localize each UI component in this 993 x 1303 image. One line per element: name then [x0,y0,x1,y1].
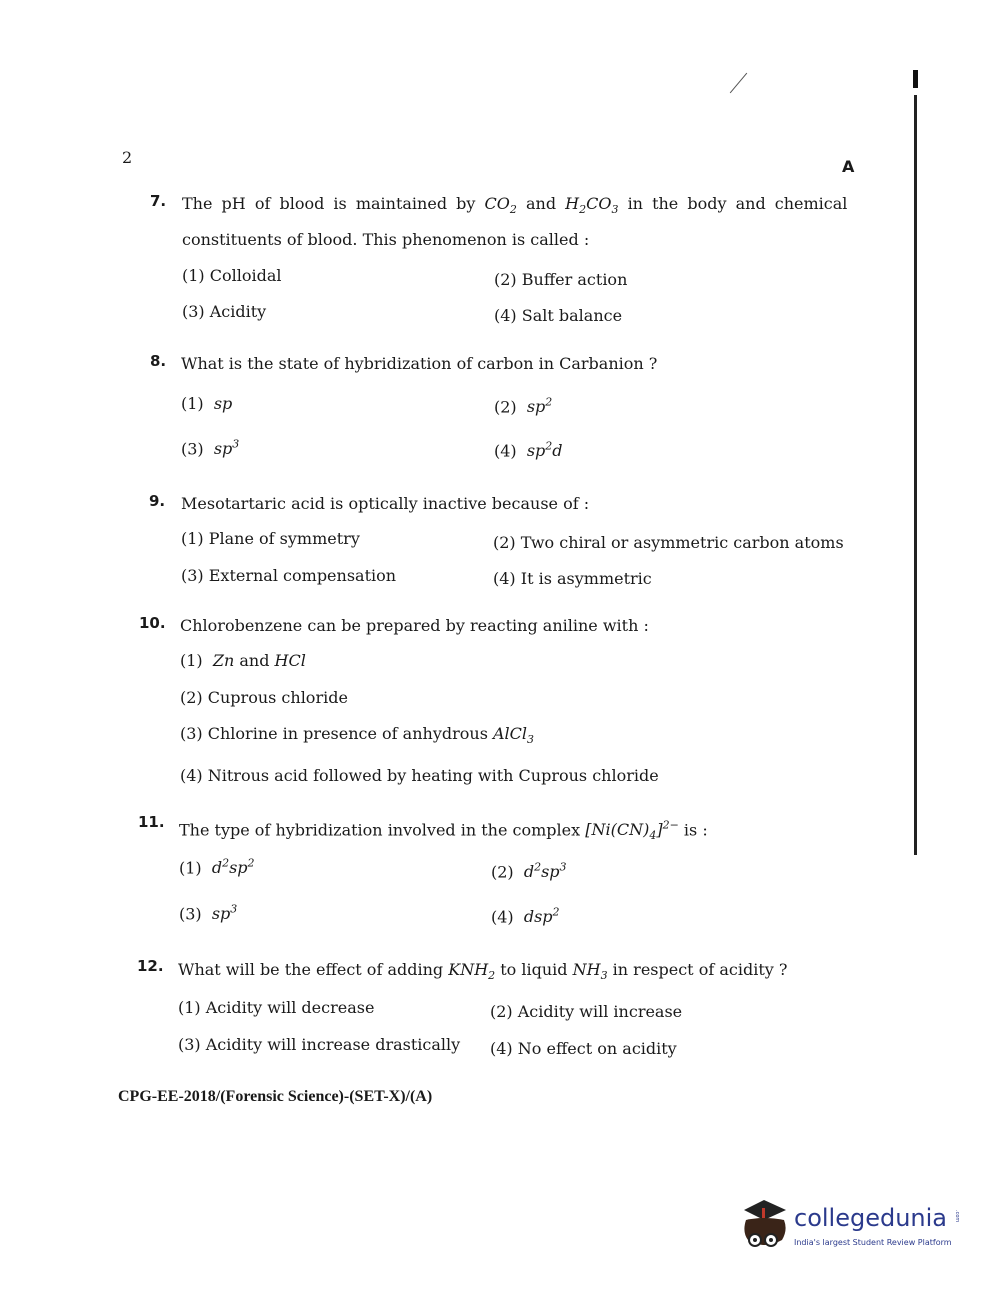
question-text: The type of hybridization involved in the complex $[Ni(CN)_4]^{2-}$ is : [179,819,708,843]
option-1: (1) sp [181,394,233,413]
question-number: 12. [137,957,164,975]
option-2: (2) $sp^2$ [494,396,553,417]
logo-tagline: India's largest Student Review Platform [794,1238,952,1247]
page-number: 2 [122,148,133,167]
option-2: (2) $d^2sp^3$ [491,861,567,882]
option-4: (4) Salt balance [494,306,623,325]
option-1: (1) Acidity will decrease [178,998,375,1017]
question-text-line2: constituents of blood. This phenomenon is called : [182,230,590,249]
scan-edge-mark [913,70,918,88]
mascot-icon [738,1196,792,1256]
paper-code-footer: CPG-EE-2018/(Forensic Science)-(SET-X)/(A) [118,1088,433,1105]
question-number: 10. [139,614,166,632]
option-4: (4) No effect on acidity [490,1039,677,1058]
option-4: (4) Nitrous acid followed by heating with Cuprous chloride [180,766,659,785]
option-2: (2) Two chiral or asymmetric carbon atoms [493,533,844,552]
option-1: (1) Plane of symmetry [181,529,360,548]
option-2: (2) Acidity will increase [490,1002,683,1021]
option-3: (3) External compensation [181,566,397,585]
collegedunia-logo [738,1196,968,1260]
pen-mark [730,73,747,94]
set-label: A [842,157,855,176]
option-3: (3) $sp^3$ [181,438,240,459]
question-text: What will be the effect of adding $KNH_2$ to liquid $NH_3$ in respect of acidity ? [178,960,788,983]
option-4: (4) It is asymmetric [493,569,652,588]
scan-edge-line [914,95,917,855]
question-text: The pH of blood is maintained by $CO_2$ and $H_2CO_3$ in the body and chemical [182,194,848,217]
option-3: (3) $sp^3$ [179,903,238,924]
question-number: 9. [149,492,166,510]
question-number: 11. [138,813,165,831]
option-2: (2) Buffer action [494,270,628,289]
option-1: (1) Zn and HCl [180,651,306,670]
option-3: (3) Acidity will increase drastically [178,1035,461,1054]
option-4: (4) dsp$^2$ [491,906,560,927]
logo-wordmark: collegedunia [794,1204,948,1232]
question-number: 8. [150,352,167,370]
question-text: Mesotartaric acid is optically inactive because of : [181,494,590,513]
option-3: (3) Acidity [182,302,267,321]
option-1: (1) $d^2sp^2$ [179,857,255,878]
question-text: Chlorobenzene can be prepared by reacting aniline with : [180,616,649,635]
option-2: (2) Cuprous chloride [180,688,348,707]
logo-suffix: .com [954,1210,960,1223]
option-4: (4) $sp^2d$ [494,440,563,461]
option-1: (1) Colloidal [182,266,282,285]
option-3: (3) Chlorine in presence of anhydrous AlCl$_3$ [180,724,535,747]
question-text: What is the state of hybridization of carbon in Carbanion ? [181,354,658,373]
question-number: 7. [150,192,167,210]
